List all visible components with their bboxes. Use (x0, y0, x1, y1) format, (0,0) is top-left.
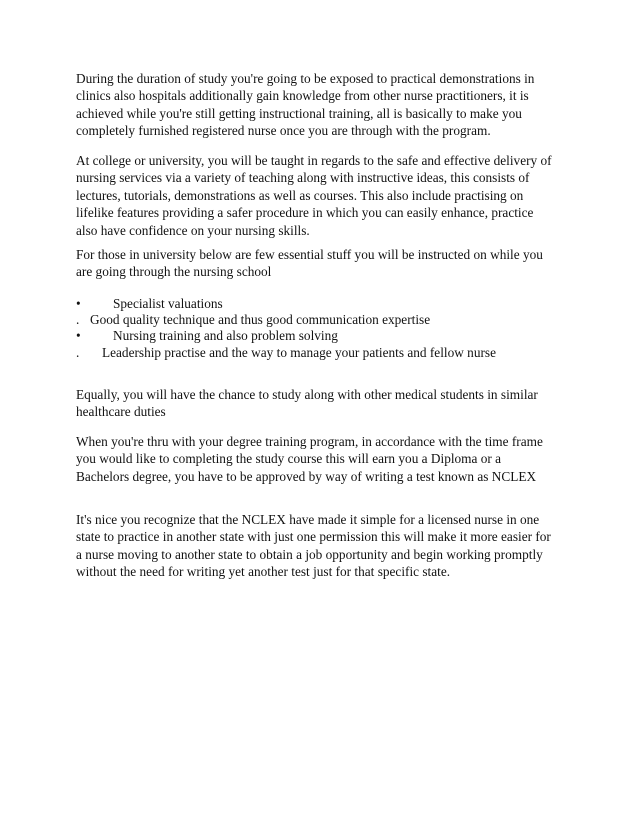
text-line: For those in university below are few essential stuff you will be instructed on while you (76, 247, 543, 262)
text-line: achieved while you're still getting instructional training, all is basically to make you (76, 105, 522, 121)
text-line: completely furnished registered nurse once you are through with the program. (76, 123, 491, 139)
bullet-item: • Specialist valuations (76, 296, 223, 311)
text-line: At college or university, you will be taught in regards to the safe and effective delivery of (76, 153, 552, 168)
text-line: also have confidence on your nursing skills. (76, 222, 310, 238)
text-line: without the need for writing yet another test just for that specific state. (76, 564, 451, 580)
bullet-text: Nursing training and also problem solving (113, 328, 338, 343)
bullet-text: Good quality technique and thus good communication expertise (90, 312, 431, 327)
text-line: are going through the nursing school (76, 264, 272, 280)
paragraph-medical-students (76, 386, 576, 421)
text-line: When you're thru with your degree training program, in accordance with the time frame (76, 434, 543, 449)
paragraph-study-duration (76, 70, 576, 140)
text-line: lifelike features providing a safer procedure in which you can easily enhance, practice (76, 205, 534, 221)
text-line: Equally, you will have the chance to study along with other medical students in similar (76, 387, 538, 402)
text-line: state to practice in another state with just one permission this will make it more easier for (76, 529, 551, 545)
text-line: you would like to completing the study course this will earn you a Diploma or a (76, 451, 502, 467)
text-line: lectures, tutorials, demonstrations as well as courses. This also include practising on (76, 187, 524, 203)
text-line: During the duration of study you're going to be exposed to practical demonstrations in (76, 71, 535, 86)
paragraph-degree-program (76, 433, 576, 485)
paragraph-nclex (76, 511, 576, 581)
text-line: Bachelors degree, you have to be approved by way of writing a test known as NCLEX (76, 468, 537, 484)
text-line: clinics also hospitals additionally gain knowledge from other nurse practitioners, it is (76, 88, 529, 104)
bullet-item: • Nursing training and also problem solving (76, 328, 338, 343)
paragraph-college (76, 152, 576, 239)
paragraph-university-intro (76, 246, 576, 281)
bullet-item: . Leadership practise and the way to manage your patients and fellow nurse (76, 345, 496, 360)
text-line: It's nice you recognize that the NCLEX have made it simple for a licensed nurse in one (76, 512, 540, 527)
text-line: a nurse moving to another state to obtain a job opportunity and begin working promptly (76, 546, 543, 562)
bullet-item: . Good quality technique and thus good communication expertise (76, 312, 431, 327)
bullet-text: Specialist valuations (113, 296, 223, 311)
bullet-text: Leadership practise and the way to manage your patients and fellow nurse (102, 345, 496, 360)
text-line: healthcare duties (76, 404, 166, 420)
text-line: nursing services via a variety of teaching along with instructive ideas, this consists of (76, 170, 530, 186)
